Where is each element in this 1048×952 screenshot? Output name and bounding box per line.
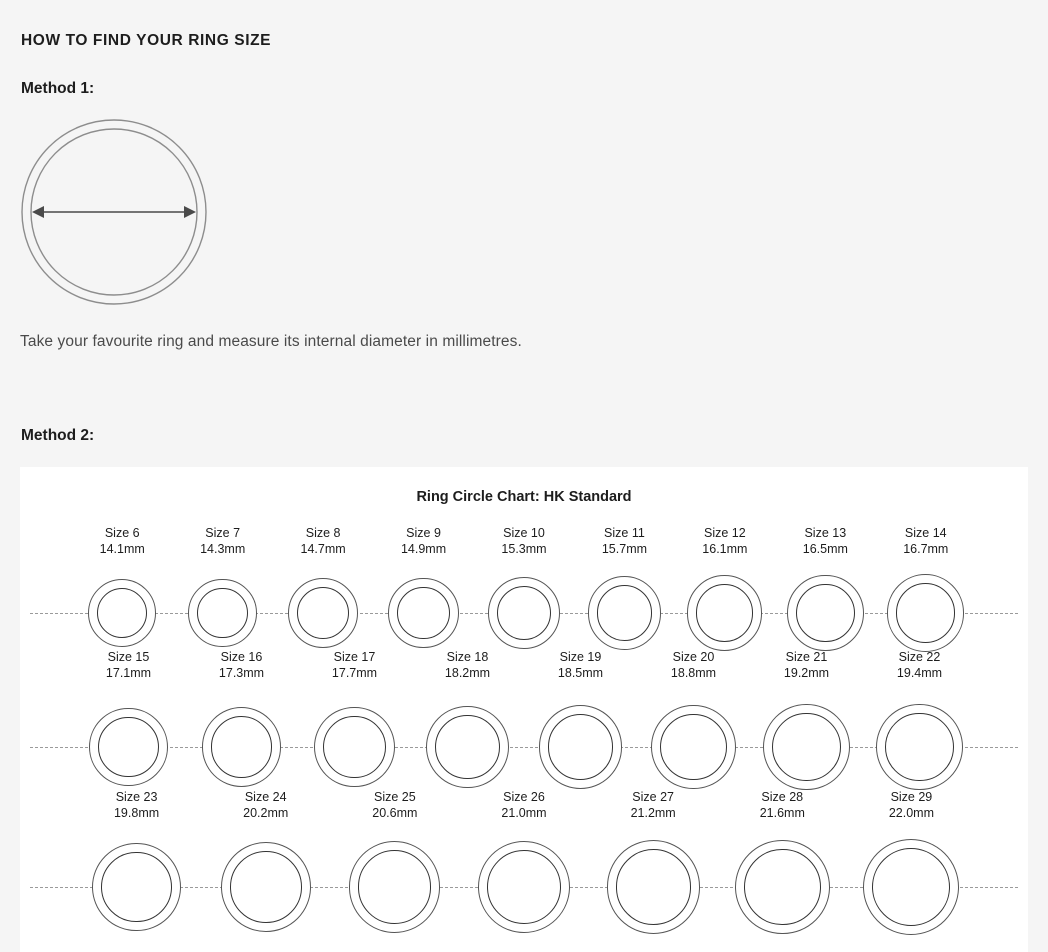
ring-size-item <box>593 789 713 821</box>
ring-inner-circle <box>616 849 691 924</box>
ring-inner-circle <box>497 586 551 640</box>
ring-size-label: Size 6 <box>104 526 140 540</box>
ring-diameter-label: 14.7mm <box>300 542 346 556</box>
ring-size-label: Size 16 <box>220 650 263 664</box>
ring-diameter-label: 21.6mm <box>759 806 805 820</box>
ring-size-item <box>295 649 415 681</box>
ring-diameter-label: 14.1mm <box>99 542 145 556</box>
ring-diameter-label: 15.3mm <box>501 542 547 556</box>
ring-size-label: Size 21 <box>785 650 828 664</box>
ring-inner-circle <box>98 717 159 778</box>
ring-size-label: Size 15 <box>107 650 150 664</box>
ring-diameter-label: 22.0mm <box>888 806 934 820</box>
ring-size-label: Size 24 <box>244 790 287 804</box>
ring-diameter-label: 17.3mm <box>218 666 265 680</box>
ring-inner-circle <box>211 716 272 777</box>
method-1-caption: Take your favourite ring and measure its internal diameter in millimetres. <box>20 333 522 350</box>
ring-diameter-label: 14.3mm <box>200 542 246 556</box>
ring-size-item <box>634 649 754 681</box>
ring-size-label: Size 14 <box>904 526 947 540</box>
method-1-heading: Method 1: <box>21 80 95 97</box>
method-2-heading: Method 2: <box>21 427 95 444</box>
ring-diameter-label: 21.2mm <box>630 806 676 820</box>
ring-diameter-label: 17.7mm <box>331 666 378 680</box>
ring-size-label: Size 18 <box>446 650 489 664</box>
ring-size-item <box>464 789 584 821</box>
ring-diameter-label: 17.1mm <box>105 666 152 680</box>
ring-size-item <box>182 649 302 681</box>
ring-diameter-label: 18.8mm <box>670 666 717 680</box>
ring-size-label: Size 17 <box>333 650 376 664</box>
ring-inner-circle <box>101 852 171 922</box>
ring-diameter-label: 20.2mm <box>243 806 289 820</box>
ring-inner-circle <box>230 851 302 923</box>
ring-diameter-label: 18.2mm <box>444 666 491 680</box>
ring-size-label: Size 27 <box>632 790 674 804</box>
ring-size-label: Size 25 <box>373 790 416 804</box>
ring-inner-circle <box>323 716 386 779</box>
ring-inner-circle <box>397 587 450 640</box>
ring-diameter-label: 19.4mm <box>896 666 943 680</box>
ring-inner-circle <box>97 588 147 638</box>
ring-size-item <box>747 649 867 681</box>
ring-diameter-label: 16.7mm <box>903 542 949 556</box>
ring-size-label: Size 23 <box>115 790 158 804</box>
ring-size-label: Size 19 <box>559 650 602 664</box>
chart-guide-line <box>30 747 1018 748</box>
ring-size-label: Size 8 <box>305 526 341 540</box>
ring-diameter-label: 16.5mm <box>802 542 848 556</box>
ring-inner-circle <box>796 584 855 643</box>
ring-size-label: Size 26 <box>503 790 545 804</box>
ring-inner-circle <box>597 585 653 641</box>
ring-inner-circle <box>548 714 614 780</box>
ring-diameter-diagram <box>20 118 208 306</box>
ring-diameter-label: 14.9mm <box>400 542 447 556</box>
ring-size-label: Size 20 <box>672 650 715 664</box>
ring-size-label: Size 29 <box>890 790 933 804</box>
ring-diameter-arrow-icon <box>20 118 208 306</box>
ring-diameter-label: 18.5mm <box>557 666 604 680</box>
ring-inner-circle <box>297 587 349 639</box>
ring-circle-chart-panel <box>20 467 1028 952</box>
ring-diameter-label: 21.0mm <box>501 806 547 820</box>
ring-size-label: Size 7 <box>205 526 241 540</box>
ring-inner-circle <box>744 849 821 926</box>
ring-inner-circle <box>197 588 248 639</box>
ring-diameter-label: 16.1mm <box>702 542 748 556</box>
ring-size-item <box>860 649 980 681</box>
page-title: HOW TO FIND YOUR RING SIZE <box>21 32 272 49</box>
ring-size-item <box>408 649 528 681</box>
ring-inner-circle <box>896 583 955 642</box>
ring-size-item <box>335 789 455 821</box>
ring-diameter-label: 19.2mm <box>783 666 830 680</box>
ring-size-label: Size 9 <box>406 526 441 540</box>
ring-size-label: Size 11 <box>604 526 645 540</box>
ring-size-label: Size 13 <box>804 526 847 540</box>
ring-size-item <box>851 789 971 821</box>
ring-size-item <box>722 789 842 821</box>
ring-inner-circle <box>872 848 950 926</box>
ring-diameter-label: 15.7mm <box>601 542 648 556</box>
chart-title: Ring Circle Chart: HK Standard <box>416 489 632 505</box>
ring-size-label: Size 22 <box>898 650 941 664</box>
ring-size-item <box>77 789 197 821</box>
ring-size-label: Size 28 <box>761 790 804 804</box>
ring-size-item <box>866 525 986 557</box>
ring-inner-circle <box>660 714 727 781</box>
ring-inner-circle <box>696 584 753 641</box>
ring-size-item <box>206 789 326 821</box>
ring-inner-circle <box>885 713 954 782</box>
ring-inner-circle <box>487 850 562 925</box>
ring-inner-circle <box>435 715 500 780</box>
ring-diameter-label: 19.8mm <box>113 806 160 820</box>
ring-size-label: Size 12 <box>704 526 746 540</box>
ring-size-label: Size 10 <box>503 526 545 540</box>
ring-inner-circle <box>358 850 431 923</box>
ring-size-item <box>521 649 641 681</box>
ring-inner-circle <box>772 713 840 781</box>
ring-size-item <box>69 649 189 681</box>
ring-diameter-label: 20.6mm <box>372 806 418 820</box>
